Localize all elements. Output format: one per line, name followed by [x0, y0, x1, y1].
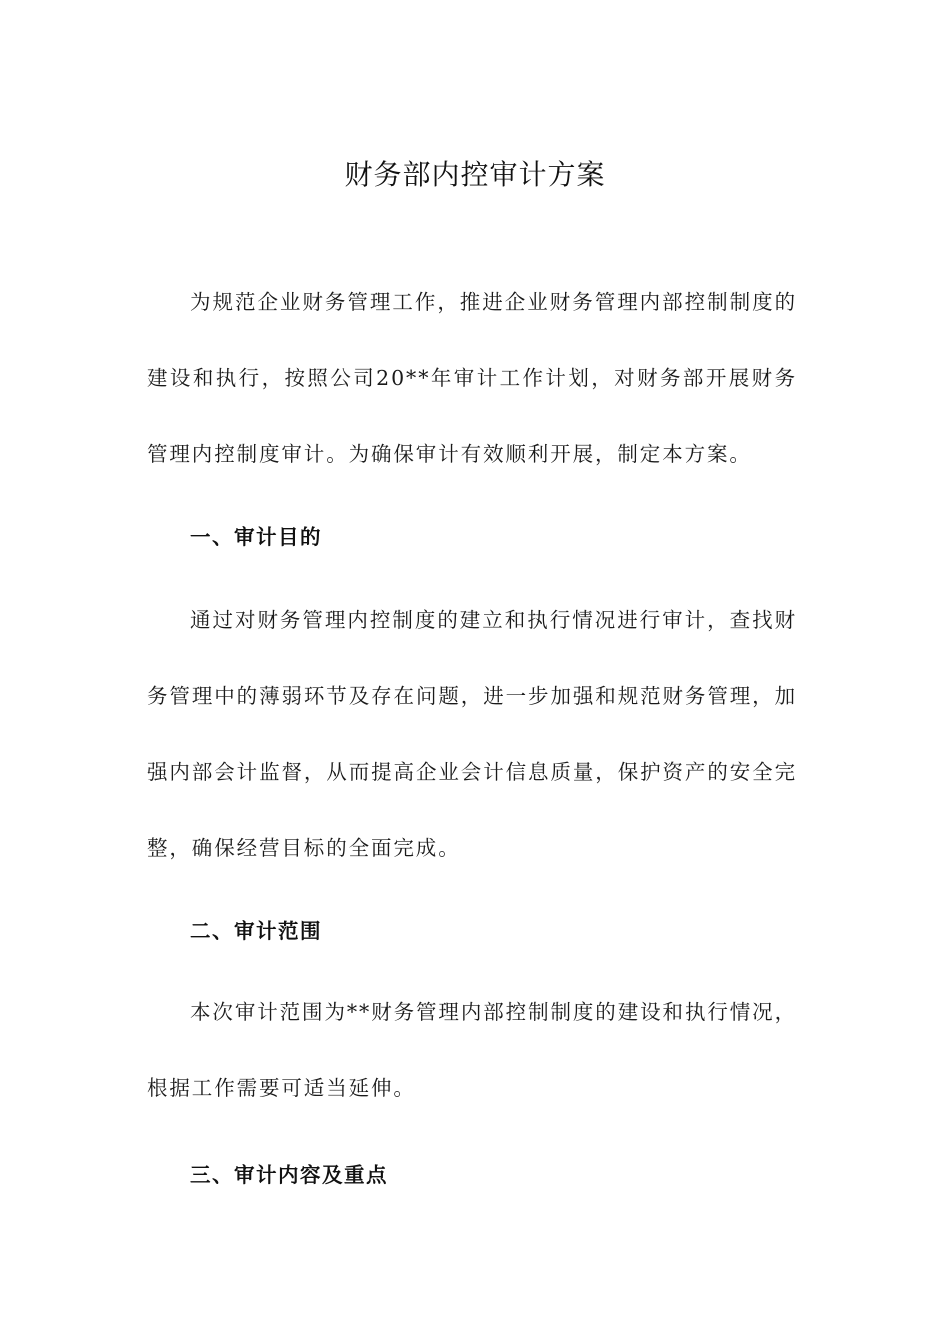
section-heading-purpose: 一、审计目的: [190, 525, 322, 549]
section-body-purpose: 通过对财务管理内控制度的建立和执行情况进行审计，查找财务管理中的薄弱环节及存在问题，进一步加强和规范财务管理，加强内部会计监督，从而提高企业会计信息质量，保护资产的安全完整，确保经营目标的全面完成。: [147, 608, 797, 860]
section-body-scope: 本次审计范围为**财务管理内部控制制度的建设和执行情况，根据工作需要可适当延伸。: [147, 1000, 797, 1100]
section-heading-content: 三、审计内容及重点: [190, 1163, 388, 1187]
intro-paragraph: 为规范企业财务管理工作，推进企业财务管理内部控制制度的建设和执行，按照公司20**年审计工作计划，对财务部开展财务管理内控制度审计。为确保审计有效顺利开展，制定本方案。: [147, 290, 797, 466]
document-title: 财务部内控审计方案: [344, 157, 606, 191]
section-heading-scope: 二、审计范围: [190, 919, 322, 943]
